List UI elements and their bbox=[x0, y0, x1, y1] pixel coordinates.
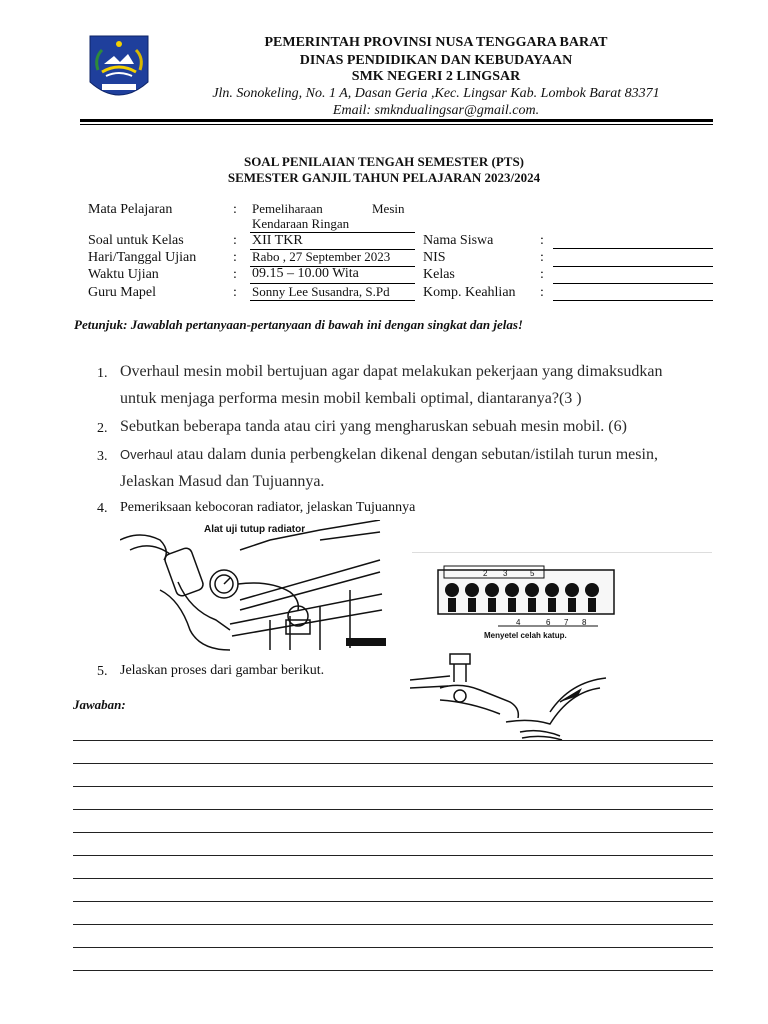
school-address: Jln. Sonokeling, No. 1 A, Dasan Geria ,Kec. Lingsar Kab. Lombok Barat 83371 bbox=[212, 86, 660, 101]
valve-clearance-figure bbox=[428, 560, 628, 646]
question-2-text: Sebutkan beberapa tanda atau ciri yang mengharuskan sebuah mesin mobil. (6) bbox=[120, 418, 627, 435]
figure-divider bbox=[412, 552, 712, 553]
competency-label: Komp. Keahlian bbox=[423, 285, 516, 300]
colon: : bbox=[233, 233, 237, 248]
answer-line[interactable] bbox=[73, 947, 713, 948]
school-name: SMK NEGERI 2 LINGSAR bbox=[351, 69, 521, 84]
question-3-rest: atau dalam dunia perbengkelan dikenal dengan sebutan/istilah turun mesin, bbox=[176, 446, 658, 463]
colon: : bbox=[540, 250, 544, 265]
subject-label: Mata Pelajaran bbox=[88, 202, 173, 217]
valve-number: 6 bbox=[546, 618, 551, 627]
answer-line[interactable] bbox=[73, 878, 713, 879]
answer-line[interactable] bbox=[73, 763, 713, 764]
colon: : bbox=[540, 267, 544, 282]
answer-line[interactable] bbox=[73, 901, 713, 902]
gov-name: PEMERINTAH PROVINSI NUSA TENGGARA BARAT bbox=[264, 35, 608, 50]
time-label: Waktu Ujian bbox=[88, 267, 159, 282]
exam-title: SOAL PENILAIAN TENGAH SEMESTER (PTS) bbox=[243, 154, 525, 169]
student-name-label: Nama Siswa bbox=[423, 233, 494, 248]
header-rule-thick bbox=[80, 119, 713, 122]
nis-label: NIS bbox=[423, 250, 446, 265]
question-number: 5. bbox=[97, 664, 108, 679]
colon: : bbox=[233, 285, 237, 300]
answer-line[interactable] bbox=[73, 832, 713, 833]
valve-caption: Menyetel celah katup. bbox=[484, 631, 567, 640]
question-5-text: Jelaskan proses dari gambar berikut. bbox=[120, 663, 325, 678]
header-rule-thin bbox=[80, 124, 713, 125]
answer-line[interactable] bbox=[73, 809, 713, 810]
teacher-underline bbox=[250, 300, 415, 301]
valve-number: 2 bbox=[483, 569, 488, 578]
colon: : bbox=[233, 267, 237, 282]
student-class-field[interactable] bbox=[553, 283, 713, 284]
question-3-text: Jelaskan Masud dan Tujuannya. bbox=[120, 473, 325, 490]
question-number: 2. bbox=[97, 421, 108, 436]
subject-value: Mesin bbox=[372, 201, 405, 216]
student-name-field[interactable] bbox=[553, 248, 713, 249]
instruction: Petunjuk: Jawablah pertanyaan-pertanyaan di bawah ini dengan singkat dan jelas! bbox=[74, 317, 523, 332]
subject-value: Pemeliharaan bbox=[252, 201, 323, 216]
question-4-text: Pemeriksaan kebocoran radiator, jelaskan Tujuannya bbox=[120, 500, 416, 515]
colon: : bbox=[233, 250, 237, 265]
time-value: 09.15 – 10.00 Wita bbox=[252, 266, 359, 281]
date-value: Rabo , 27 September 2023 bbox=[252, 249, 391, 264]
date-label: Hari/Tanggal Ujian bbox=[88, 250, 197, 265]
valve-number: 3 bbox=[503, 569, 508, 578]
valve-adjustment-figure bbox=[410, 652, 610, 742]
school-email: Email: smkndualingsar@gmail.com. bbox=[332, 103, 540, 118]
question-number: 3. bbox=[97, 449, 108, 464]
teacher-label: Guru Mapel bbox=[88, 285, 157, 300]
nis-field[interactable] bbox=[553, 266, 713, 267]
answer-line[interactable] bbox=[73, 855, 713, 856]
class-value: XII TKR bbox=[252, 233, 303, 248]
answer-line[interactable] bbox=[73, 924, 713, 925]
teacher-value: Sonny Lee Susandra, S.Pd bbox=[252, 284, 390, 299]
question-1-text: Overhaul mesin mobil bertujuan agar dapat melakukan pekerjaan yang dimaksudkan bbox=[120, 363, 663, 380]
question-3-text bbox=[120, 446, 658, 464]
colon: : bbox=[233, 202, 237, 217]
radiator-caption: Alat uji tutup radiator bbox=[204, 524, 306, 535]
competency-field[interactable] bbox=[553, 300, 713, 301]
question-number: 1. bbox=[97, 366, 108, 381]
student-class-label: Kelas bbox=[423, 267, 455, 282]
question-3-keyword: Overhaul bbox=[120, 447, 173, 462]
answer-line[interactable] bbox=[73, 970, 713, 971]
colon: : bbox=[540, 233, 544, 248]
valve-number: 8 bbox=[582, 618, 587, 627]
answer-line[interactable] bbox=[73, 740, 713, 741]
answer-label: Jawaban: bbox=[73, 697, 126, 712]
valve-number: 4 bbox=[516, 618, 521, 627]
answer-line[interactable] bbox=[73, 786, 713, 787]
exam-semester: SEMESTER GANJIL TAHUN PELAJARAN 2023/2024 bbox=[227, 170, 541, 185]
radiator-tester-figure bbox=[120, 520, 388, 656]
valve-number: 7 bbox=[564, 618, 569, 627]
valve-number: 5 bbox=[530, 569, 535, 578]
question-1-text: untuk menjaga performa mesin mobil kembali optimal, diantaranya?(3 ) bbox=[120, 390, 582, 407]
subject-value: Kendaraan Ringan bbox=[252, 216, 350, 231]
colon: : bbox=[540, 285, 544, 300]
question-number: 4. bbox=[97, 501, 108, 516]
class-label: Soal untuk Kelas bbox=[88, 233, 184, 248]
office-name: DINAS PENDIDIKAN DAN KEBUDAYAAN bbox=[299, 53, 573, 68]
